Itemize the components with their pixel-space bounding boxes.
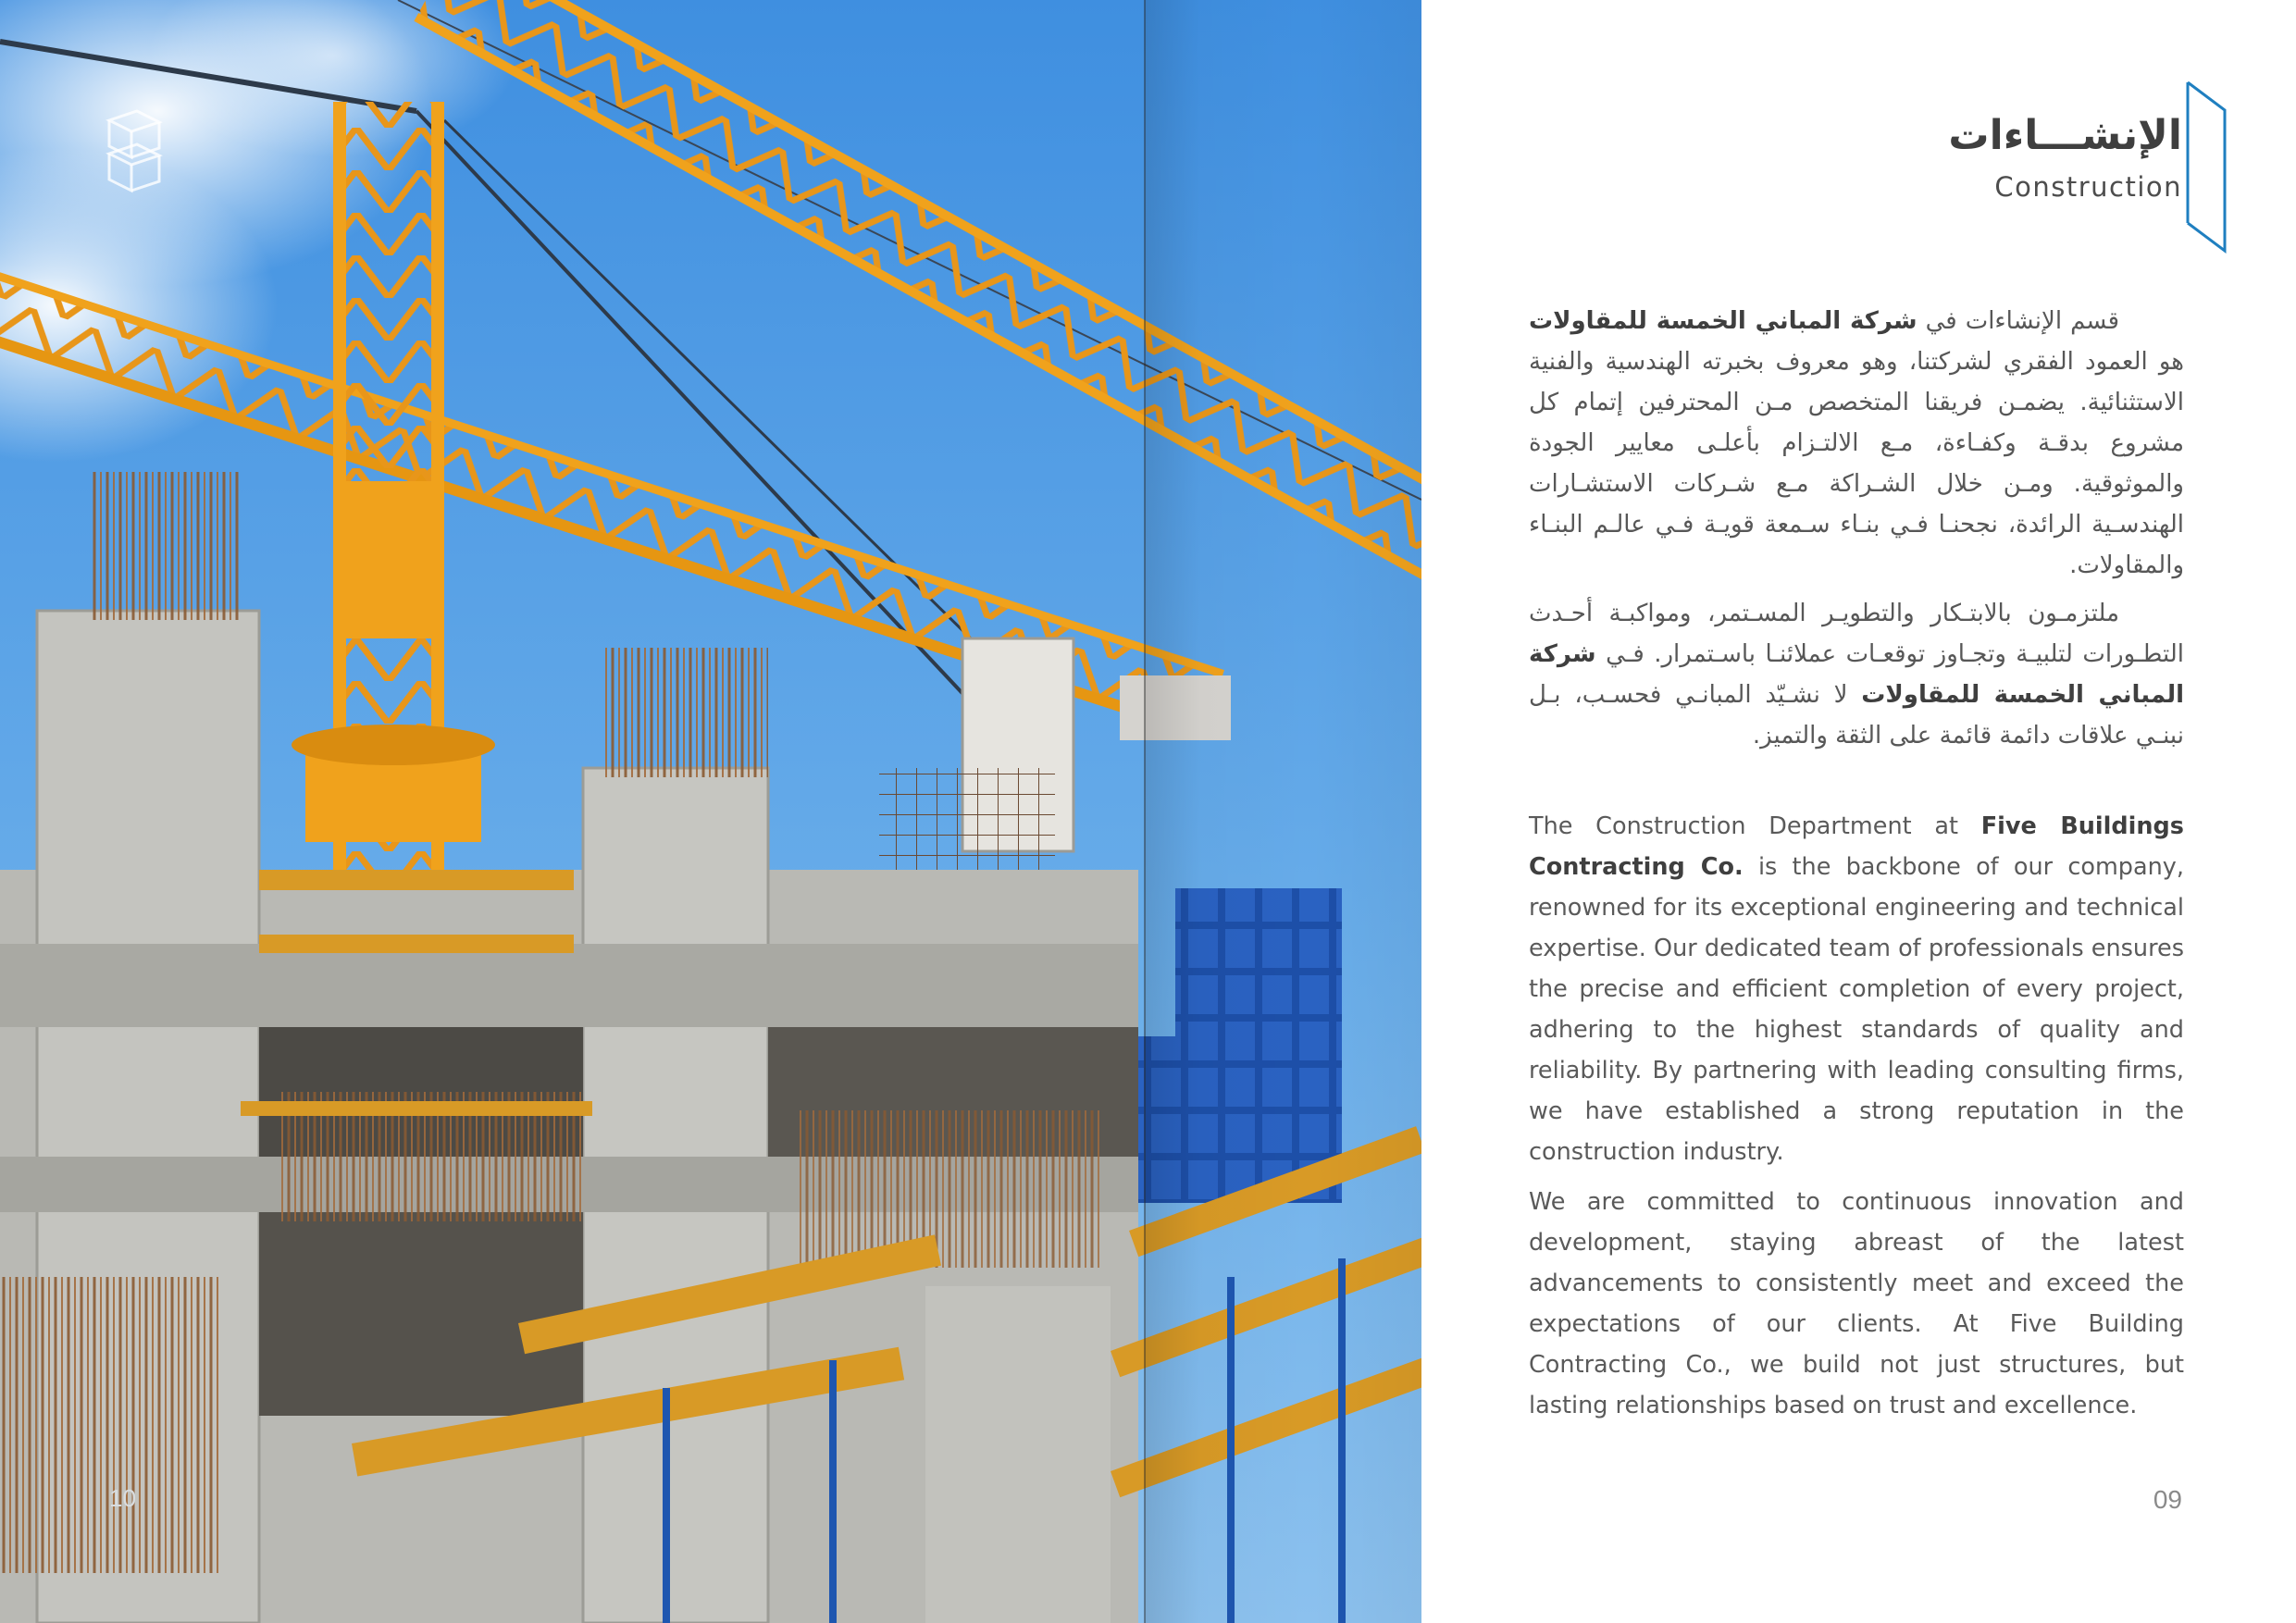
english-paragraph-1-start: The Construction Department at [1529,812,1981,840]
arabic-paragraph-2-start: ملتزمـون بالابتـكار والتطويـر المسـتمر، ومواكبـة أحـدث التطـورات لتلبيـة وتجـاوز توقعـات عملائنـا باسـتمرار. فـي [1529,600,2184,668]
page-number-left: 10 [109,1484,136,1512]
english-paragraph-2-text: We are committed to continuous innovation and development, staying abreast of the latest advancements to consistently meet and exceed the expectations of our clients. At Five Building Contracting Co., we build not just structures, but lasting relationships based on trust and excellence. [1529,1188,2184,1419]
english-body-text [1529,806,2184,1435]
heading-bracket-icon [2175,79,2230,254]
arabic-paragraph-1-start: قسم الإنشاءات في [1917,307,2119,335]
arabic-body-text [1529,301,2184,763]
heading-english: Construction [1994,171,2182,203]
arabic-paragraph-2 [1529,593,2184,756]
company-name-arabic: شركة المباني الخمسة للمقاولات [1529,640,2185,709]
english-paragraph-1 [1529,806,2184,1172]
page-fold-shadow [1145,0,1421,1623]
section-heading [1868,79,2182,254]
english-paragraph-1-rest: is the backbone of our company, renowned for its exceptional engineering and technical expertise. Our dedicated team of professionals ensures the precise and efficient completion of every project, adhering to the highest standards of quality and reliability. By partnering with leading consulting firms, we have established a strong reputation in the construction industry. [1529,853,2184,1166]
heading-arabic: الإنشـــاءات [1948,112,2182,159]
company-name-english: Five Buildings Contracting Co. [1529,812,2184,881]
english-paragraph-2 [1529,1182,2184,1426]
page-fold-line [1144,0,1146,1623]
arabic-paragraph-1 [1529,301,2184,586]
arabic-paragraph-2-rest: لا نشـيّد المبانـي فحسـب، بـل نبنـي علاقات دائمة قائمة على الثقة والتميز. [1529,681,2184,750]
company-logo-icon [100,109,168,194]
company-name-arabic: شركة المباني الخمسة للمقاولات [1529,307,1917,335]
arabic-paragraph-1-rest: هو العمود الفقري لشركتنا، وهو معروف بخبرته الهندسية والفنية الاستثنائية. يضمـن فريقنا المتخصص مـن المحترفين إتمام كل مشروع بدقـة وكفـاءة، مـع الالتـزام بأعلـى معايير الجودة والموثوقية. ومـن خلال الشـراكة مـع شـركات الاستشـارات الهندسـية الرائدة، نجحنـا فـي بنـاء سـمعة قويـة فـي عالـم البنـاء والمقاولات. [1529,348,2184,579]
page-number-right: 09 [2153,1485,2182,1514]
